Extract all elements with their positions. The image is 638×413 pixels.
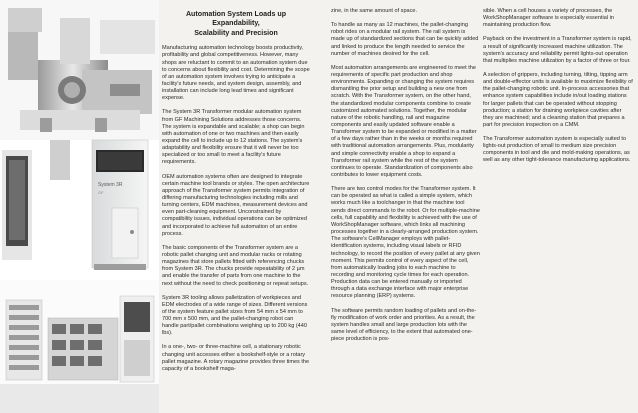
paragraph: sible. When a cell houses a variety of processes, the WorkShopManager software is especially essential in maintaining production flow. — [483, 8, 614, 29]
paragraph: To handle as many as 12 machines, the pallet-changing robot rides on a modular rail system. The rail system is made up of standardized sections that can be quickly added and linked to produce the length needed to service the number of machines desired for the cell. — [331, 22, 479, 57]
paragraph: The basic components of the Transformer system are a robotic pallet changing unit and modular racks or rotating magazines that store pallets fitted with referencing chucks from System 3R. The chucks provide repeatability of 2 µm and enable the transfer of parts from one machine to the next without the need to check positioning or repeat setups. — [162, 244, 309, 287]
machine-label: System 3R — [98, 182, 123, 188]
article-title — [162, 10, 310, 38]
paragraph: In a one-, two- or three-machine cell, a stationary robotic changing unit accesses either a bookshelf-style or a rotary pallet magazine. A rotary magazine provides three times the capacity of a bookshelf maga- — [162, 344, 310, 372]
paragraph: There are two control modes for the Transformer system. It can be operated as what is called a simple system, which works much like a toolchanger in that the machine tool sends direct commands to the robot. Or for multiple-machine cells, full capability and flexibility is achieved with the use of WorkShopManager software, which links all machining processes together in a clearly-arranged production system. The software's CellManager employs with pallet-identification systems, including visual labels or RFID technology, to record the position of every pallet at any given moment. This permits control of every aspect of the cell, from automatically loading jobs to each machine to recording and monitoring cycle times for each operation. Production data can be entered manually or imported through a data exchange interface with major enterprise resource planning (ERP) systems. — [331, 186, 480, 300]
article-column-2 — [331, 8, 480, 350]
paragraph: System 3R tooling allows palletization of workpieces and EDM electrodes of a wide range of sizes. Different versions of the system feature pallet sizes from 54 mm x 54 mm to 700 mm x 500 mm, and the pallet-changing robot can handle part/pallet combinations weighing up to 200 kg (440 lbs). — [162, 294, 308, 337]
machine-cabinet-photo — [0, 140, 159, 280]
gripper-photo — [0, 0, 159, 140]
machine-logo: GF — [98, 190, 104, 195]
title-line-1: Automation System Loads up Expandability, — [185, 10, 287, 28]
paragraph: Manufacturing automation technology boosts productivity, profitability and global competitiveness. However, many shops are reluctant to commit to an automation system due to concerns about flexibility and cost. Determining the scope of an automation system involves trying to anticipate a facility's future needs, and system design, assembly, and installation can include long lead times and significant expense. — [162, 45, 310, 102]
title-line-2: Scalability and Precision — [194, 28, 278, 37]
paragraph: The software permits random loading of pallets and on-the-fly modification of work order and priorities. As a result, the system handles small and large production lots with the same level of efficiency, to the extent that automated one-piece production is pos- — [331, 307, 477, 343]
paragraph: Most automation arrangements are engineered to meet the requirements of specific part production and shop environments. Expanding or changing the system requires dismantling the prior setup and building a new one from scratch. With the Transformer system, on the other hand, the standardized modular components combine to create customized automated solutions. Together, the modular nature of the robotic handling, rail and magazine components and easily updated software enable a Transformer system to be expanded or modified in a matter of a few days rather than in the weeks or months required with traditional automation arrangements. Plus, modularity and simple connectivity enable a shop to expand a Transformer rail system while the rest of the system continues to operate. Standardization of components also contributes to lower equipment costs. — [331, 64, 477, 179]
article-column-3 — [483, 8, 633, 172]
magazine-photo — [0, 280, 159, 413]
paragraph: The System 3R Transformer modular automation system from GF Machining Solutions addresses those concerns. The system is expandable and scalable; a shop can begin with automation of one or two machines and then easily expand the cell to include up to 12 stations. The system's adaptability and flexibility ensure that it will never be too specialized or too small to meet a facility's future requirements. — [162, 109, 305, 166]
paragraph: OEM automation systems often are designed to integrate certain machine tool brands or styles. The open architecture approach of the Transformer system permits integration of differing manufacturing technologies including mills and turning centers, EDM machines, measurement devices and even part-cleaning equipment. Unconstrained by compatibility issues, individual operations can be optimized and incorporated to achieve full automation of an entire process. — [162, 173, 310, 237]
paragraph: The Transformer automation system is especially suited to lights-out production of small to medium size precision components in tool and die and mold-making operations, as well as any other tight-tolerance manufacturing applications. — [483, 136, 631, 164]
paragraph: zine, in the same amount of space. — [331, 8, 418, 14]
transformer-system-photos — [0, 0, 159, 413]
article-column-1 — [162, 8, 310, 380]
paragraph: Payback on the investment in a Transformer system is rapid, a result of significantly increased machine utilization. The system's accuracy and reliability permit lights-out operation that multiplies machine utilization by a factor of three or four. — [483, 36, 632, 64]
product-photo-strip — [0, 0, 159, 413]
paragraph: A selection of grippers, including turning, tilting, tipping arm and double-effector units is available to maximize flexibility of the pallet-changing robotic unit. In-process accessories that enhance system capabilities include in/out loading stations for larger pallets that can be operated without stopping production; a station for draining workpiece cavities after they are machined; and a cleaning station that prepares a part for precision inspection on a CMM. — [483, 71, 633, 128]
